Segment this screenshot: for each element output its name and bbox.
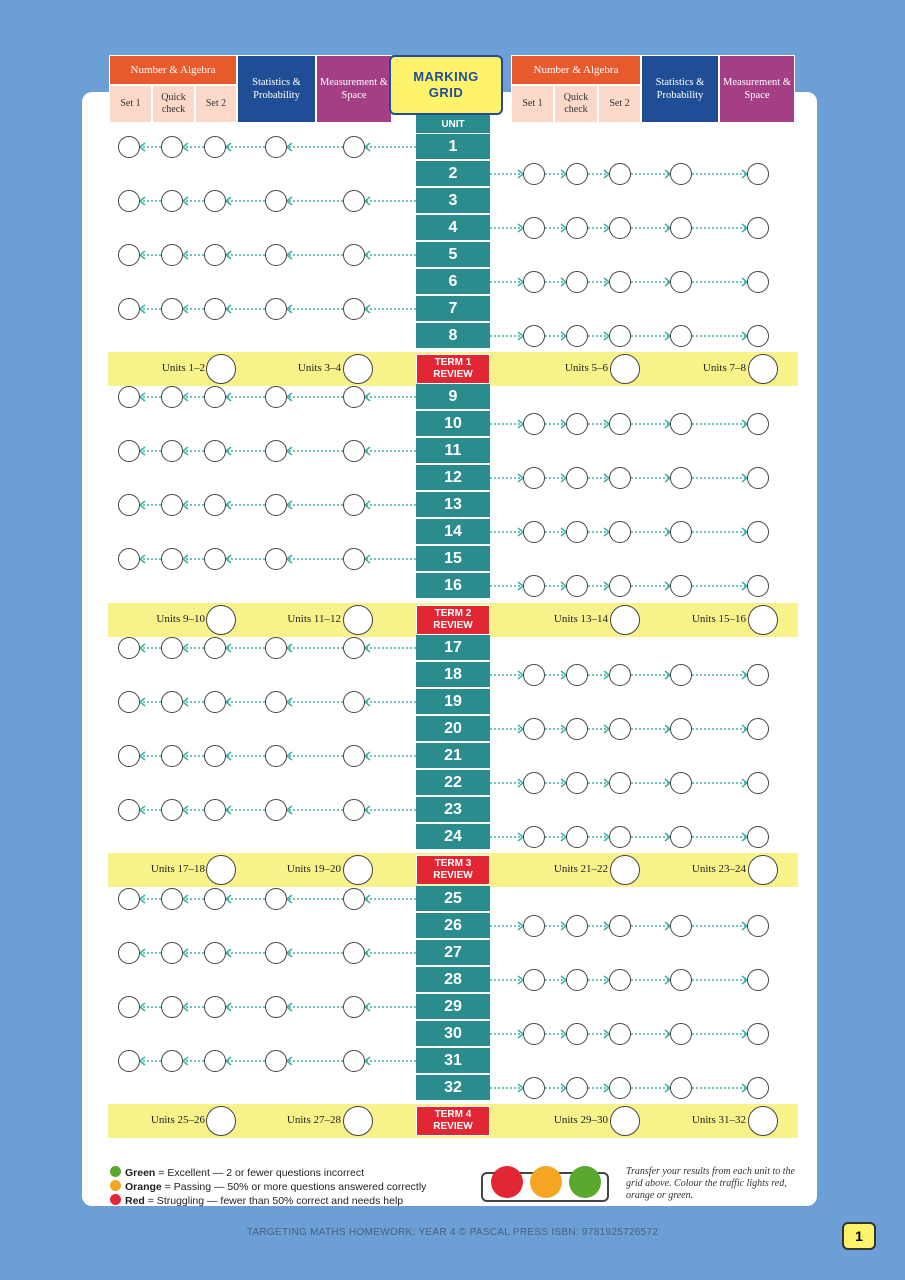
legend-red [110,1194,403,1207]
result-circle[interactable] [566,915,588,937]
result-circle[interactable] [265,745,287,767]
term-units-label: Units 17–18 [150,863,205,875]
left-set2-header: Set 2 [195,85,237,123]
result-circle[interactable] [747,325,769,347]
instructions-note: Transfer your results from each unit to the grid above. Colour the traffic lights red, orange or green. [626,1166,795,1201]
result-circle[interactable] [118,637,140,659]
result-circle[interactable] [609,163,631,185]
term-units-label: Units 7–8 [702,362,746,374]
term-result-circle[interactable] [610,1106,640,1136]
term-result-circle[interactable] [748,605,778,635]
result-circle[interactable] [566,1077,588,1099]
term-units-label: Units 31–32 [691,1114,746,1126]
term-units-label: Units 5–6 [564,362,608,374]
result-circle[interactable] [265,136,287,158]
right-arrow-row [0,665,905,685]
result-circle[interactable] [161,888,183,910]
right-arrow-row [0,522,905,542]
result-circle[interactable] [204,637,226,659]
result-circle[interactable] [265,440,287,462]
result-circle[interactable] [747,575,769,597]
result-circle[interactable] [609,467,631,489]
result-circle[interactable] [343,799,365,821]
result-circle[interactable] [343,136,365,158]
result-circle[interactable] [609,575,631,597]
term-subtitle: REVIEW [433,870,473,881]
term-result-circle[interactable] [343,605,373,635]
result-circle[interactable] [566,826,588,848]
right-arrow-row [0,970,905,990]
result-circle[interactable] [747,217,769,239]
result-circle[interactable] [204,942,226,964]
result-circle[interactable] [343,548,365,570]
term-units-label: Units 27–28 [286,1114,341,1126]
green-light-icon [569,1166,601,1198]
result-circle[interactable] [204,386,226,408]
unit-number-32: 32 [416,1075,490,1100]
result-circle[interactable] [747,1023,769,1045]
term-result-circle[interactable] [206,354,236,384]
result-circle[interactable] [118,298,140,320]
result-circle[interactable] [118,888,140,910]
result-circle[interactable] [609,772,631,794]
result-circle[interactable] [747,826,769,848]
result-circle[interactable] [118,136,140,158]
result-circle[interactable] [566,575,588,597]
result-circle[interactable] [343,745,365,767]
unit-number-18: 18 [416,662,490,687]
result-circle[interactable] [747,163,769,185]
right-arrow-row [0,576,905,596]
result-circle[interactable] [747,413,769,435]
unit-number-13: 13 [416,492,490,517]
right-arrow-row [0,1024,905,1044]
result-circle[interactable] [204,799,226,821]
result-circle[interactable] [265,691,287,713]
unit-number-20: 20 [416,716,490,741]
result-circle[interactable] [609,664,631,686]
result-circle[interactable] [161,136,183,158]
unit-number-24: 24 [416,824,490,849]
result-circle[interactable] [566,325,588,347]
result-circle[interactable] [343,440,365,462]
result-circle[interactable] [118,1050,140,1072]
result-circle[interactable] [161,1050,183,1072]
right-arrow-row [0,468,905,488]
term-result-circle[interactable] [610,855,640,885]
result-circle[interactable] [609,413,631,435]
result-circle[interactable] [343,942,365,964]
unit-number-4: 4 [416,215,490,240]
result-circle[interactable] [670,772,692,794]
result-circle[interactable] [204,244,226,266]
result-circle[interactable] [118,996,140,1018]
unit-number-10: 10 [416,411,490,436]
result-circle[interactable] [566,772,588,794]
result-circle[interactable] [161,244,183,266]
result-circle[interactable] [566,718,588,740]
term-result-circle[interactable] [343,354,373,384]
result-circle[interactable] [118,548,140,570]
unit-number-2: 2 [416,161,490,186]
term-units-label: Units 15–16 [691,613,746,625]
marking-grid-badge [389,55,503,115]
result-circle[interactable] [343,298,365,320]
result-circle[interactable] [609,521,631,543]
result-circle[interactable] [747,271,769,293]
result-circle[interactable] [343,637,365,659]
result-circle[interactable] [670,1023,692,1045]
unit-number-23: 23 [416,797,490,822]
right-arrow-row [0,916,905,936]
result-circle[interactable] [670,915,692,937]
term-units-label: Units 13–14 [553,613,608,625]
right-measurement-header: Measurement & Space [719,55,795,123]
result-circle[interactable] [670,521,692,543]
term-review-label [416,855,490,885]
result-circle[interactable] [670,969,692,991]
result-circle[interactable] [747,664,769,686]
result-circle[interactable] [161,298,183,320]
result-circle[interactable] [118,942,140,964]
result-circle[interactable] [265,1050,287,1072]
result-circle[interactable] [265,942,287,964]
term-units-label: Units 11–12 [287,613,341,625]
unit-number-30: 30 [416,1021,490,1046]
result-circle[interactable] [204,691,226,713]
term-result-circle[interactable] [610,354,640,384]
result-circle[interactable] [747,915,769,937]
result-circle[interactable] [566,271,588,293]
result-circle[interactable] [670,325,692,347]
unit-number-31: 31 [416,1048,490,1073]
left-quick-check-header: Quick check [152,85,195,123]
term-subtitle: REVIEW [433,369,473,380]
result-circle[interactable] [343,386,365,408]
right-arrow-row [0,773,905,793]
term-units-label: Units 1–2 [161,362,205,374]
right-quick-check-header: Quick check [554,85,598,123]
term-result-circle[interactable] [748,354,778,384]
term-result-circle[interactable] [748,1106,778,1136]
result-circle[interactable] [265,190,287,212]
red-dot-icon [110,1194,121,1205]
result-circle[interactable] [609,217,631,239]
result-circle[interactable] [523,271,545,293]
term-title: TERM 1 [434,357,472,368]
unit-number-25: 25 [416,886,490,911]
result-circle[interactable] [670,271,692,293]
unit-number-6: 6 [416,269,490,294]
right-set1-header: Set 1 [511,85,554,123]
result-circle[interactable] [118,440,140,462]
result-circle[interactable] [670,163,692,185]
right-arrow-row [0,218,905,238]
result-circle[interactable] [609,826,631,848]
unit-number-16: 16 [416,573,490,598]
result-circle[interactable] [118,386,140,408]
right-statistics-header: Statistics & Probability [641,55,719,123]
page-number: 1 [842,1222,876,1250]
result-circle[interactable] [566,521,588,543]
term-subtitle: REVIEW [433,620,473,631]
unit-number-19: 19 [416,689,490,714]
result-circle[interactable] [204,1050,226,1072]
result-circle[interactable] [161,745,183,767]
result-circle[interactable] [523,1077,545,1099]
result-circle[interactable] [118,691,140,713]
result-circle[interactable] [343,494,365,516]
unit-column-header: UNIT [416,115,490,133]
term-units-label: Units 29–30 [553,1114,608,1126]
unit-number-29: 29 [416,994,490,1019]
footer-credit: TARGETING MATHS HOMEWORK: YEAR 4 © PASCAL PRESS ISBN: 9781925726572 [246,1227,659,1238]
legend-green-label: Green [125,1167,156,1179]
result-circle[interactable] [204,190,226,212]
unit-number-21: 21 [416,743,490,768]
left-measurement-header: Measurement & Space [316,55,392,123]
orange-dot-icon [110,1180,121,1191]
term-review-label [416,354,490,384]
result-circle[interactable] [566,467,588,489]
result-circle[interactable] [161,190,183,212]
red-light-icon [491,1166,523,1198]
legend-green-text: = Excellent — 2 or fewer questions incorrect [155,1167,364,1179]
unit-number-27: 27 [416,940,490,965]
result-circle[interactable] [118,244,140,266]
result-circle[interactable] [343,190,365,212]
result-circle[interactable] [747,772,769,794]
right-arrow-row [0,414,905,434]
unit-number-22: 22 [416,770,490,795]
result-circle[interactable] [566,413,588,435]
result-circle[interactable] [566,664,588,686]
result-circle[interactable] [161,386,183,408]
unit-number-14: 14 [416,519,490,544]
result-circle[interactable] [204,745,226,767]
result-circle[interactable] [265,996,287,1018]
result-circle[interactable] [609,969,631,991]
result-circle[interactable] [204,494,226,516]
right-set2-header: Set 2 [598,85,641,123]
legend-orange-text: = Passing — 50% or more questions answered correctly [161,1181,427,1193]
unit-number-5: 5 [416,242,490,267]
result-circle[interactable] [609,1023,631,1045]
legend-red-text: = Struggling — fewer than 50% correct and needs help [144,1195,404,1207]
result-circle[interactable] [161,494,183,516]
result-circle[interactable] [118,190,140,212]
term-title: TERM 4 [434,1109,472,1120]
term-result-circle[interactable] [610,605,640,635]
result-circle[interactable] [204,136,226,158]
result-circle[interactable] [523,325,545,347]
result-circle[interactable] [161,637,183,659]
unit-number-1: 1 [416,134,490,159]
result-circle[interactable] [204,996,226,1018]
right-arrow-row [0,272,905,292]
result-circle[interactable] [343,1050,365,1072]
result-circle[interactable] [566,969,588,991]
result-circle[interactable] [161,996,183,1018]
result-circle[interactable] [670,718,692,740]
term-review-label [416,605,490,635]
result-circle[interactable] [747,521,769,543]
result-circle[interactable] [118,745,140,767]
result-circle[interactable] [523,163,545,185]
result-circle[interactable] [161,691,183,713]
result-circle[interactable] [523,772,545,794]
left-statistics-header: Statistics & Probability [237,55,316,123]
unit-number-3: 3 [416,188,490,213]
result-circle[interactable] [118,494,140,516]
result-circle[interactable] [670,575,692,597]
term-result-circle[interactable] [206,855,236,885]
result-circle[interactable] [161,942,183,964]
legend-orange [110,1180,426,1193]
result-circle[interactable] [265,637,287,659]
result-circle[interactable] [609,915,631,937]
unit-number-9: 9 [416,384,490,409]
term-result-circle[interactable] [343,1106,373,1136]
unit-number-28: 28 [416,967,490,992]
result-circle[interactable] [523,664,545,686]
term-result-circle[interactable] [206,1106,236,1136]
unit-number-7: 7 [416,296,490,321]
result-circle[interactable] [670,1077,692,1099]
result-circle[interactable] [747,718,769,740]
result-circle[interactable] [523,575,545,597]
green-dot-icon [110,1166,121,1177]
result-circle[interactable] [523,1023,545,1045]
result-circle[interactable] [523,467,545,489]
result-circle[interactable] [265,244,287,266]
term-review-label [416,1106,490,1136]
result-circle[interactable] [609,718,631,740]
result-circle[interactable] [343,691,365,713]
orange-light-icon [530,1166,562,1198]
result-circle[interactable] [343,888,365,910]
result-circle[interactable] [670,467,692,489]
unit-number-12: 12 [416,465,490,490]
result-circle[interactable] [204,548,226,570]
result-circle[interactable] [747,969,769,991]
result-circle[interactable] [265,548,287,570]
result-circle[interactable] [118,799,140,821]
result-circle[interactable] [566,163,588,185]
term-units-label: Units 9–10 [156,613,205,625]
result-circle[interactable] [670,217,692,239]
term-result-circle[interactable] [748,855,778,885]
result-circle[interactable] [609,271,631,293]
result-circle[interactable] [161,799,183,821]
result-circle[interactable] [343,244,365,266]
result-circle[interactable] [670,826,692,848]
result-circle[interactable] [161,548,183,570]
result-circle[interactable] [670,664,692,686]
left-number-algebra-header: Number & Algebra [109,55,237,85]
result-circle[interactable] [747,467,769,489]
right-arrow-row [0,164,905,184]
right-arrow-row [0,827,905,847]
result-circle[interactable] [265,298,287,320]
badge-line2: GRID [428,85,464,100]
legend-green [110,1166,364,1179]
right-number-algebra-header: Number & Algebra [511,55,641,85]
unit-number-17: 17 [416,635,490,660]
result-circle[interactable] [523,969,545,991]
term-result-circle[interactable] [343,855,373,885]
left-set1-header: Set 1 [109,85,152,123]
result-circle[interactable] [609,325,631,347]
unit-number-26: 26 [416,913,490,938]
term-title: TERM 3 [434,858,472,869]
result-circle[interactable] [265,888,287,910]
right-arrow-row [0,719,905,739]
term-result-circle[interactable] [206,605,236,635]
result-circle[interactable] [609,1077,631,1099]
result-circle[interactable] [523,826,545,848]
result-circle[interactable] [204,888,226,910]
result-circle[interactable] [747,1077,769,1099]
term-units-label: Units 21–22 [553,863,608,875]
badge-line1: MARKING [413,69,479,84]
term-units-label: Units 23–24 [691,863,746,875]
right-arrow-row [0,1078,905,1098]
result-circle[interactable] [265,494,287,516]
result-circle[interactable] [204,440,226,462]
result-circle[interactable] [523,718,545,740]
term-units-label: Units 19–20 [286,863,341,875]
result-circle[interactable] [343,996,365,1018]
legend-red-label: Red [125,1195,145,1207]
result-circle[interactable] [161,440,183,462]
unit-number-15: 15 [416,546,490,571]
result-circle[interactable] [204,298,226,320]
result-circle[interactable] [523,915,545,937]
legend-orange-label: Orange [125,1181,162,1193]
term-subtitle: REVIEW [433,1121,473,1132]
term-units-label: Units 25–26 [150,1114,205,1126]
term-units-label: Units 3–4 [297,362,341,374]
result-circle[interactable] [523,521,545,543]
result-circle[interactable] [523,413,545,435]
result-circle[interactable] [523,217,545,239]
result-circle[interactable] [670,413,692,435]
result-circle[interactable] [566,1023,588,1045]
result-circle[interactable] [265,799,287,821]
result-circle[interactable] [566,217,588,239]
unit-number-11: 11 [416,438,490,463]
right-arrow-row [0,326,905,346]
result-circle[interactable] [265,386,287,408]
term-title: TERM 2 [434,608,472,619]
unit-number-8: 8 [416,323,490,348]
